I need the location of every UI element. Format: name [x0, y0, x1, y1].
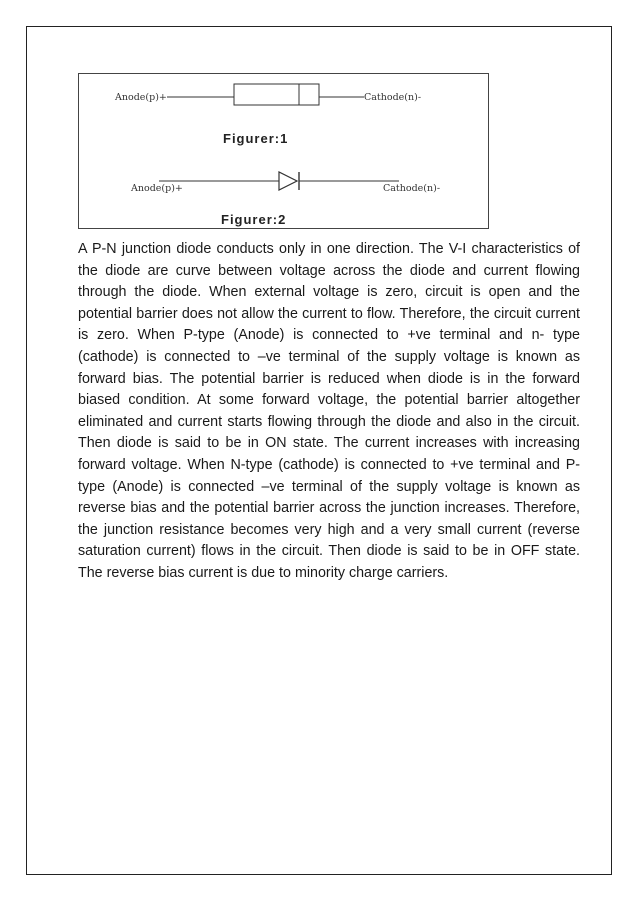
figure2-anode-label: Anode(p)+ — [131, 183, 183, 194]
diode-package-drawing — [79, 74, 490, 230]
figure2-cathode-label: Cathode(n)- — [383, 183, 441, 194]
figure-box — [78, 73, 489, 229]
diode-body — [234, 84, 319, 105]
diode-symbol-triangle — [279, 172, 297, 190]
body-paragraph: A P-N junction diode conducts only in one direction. The V-I characteristics of the diode are curve between voltage across the diode and current flowing through the diode. When external voltage is zero, circuit is open and the potential barrier does not allow the current to flow. Therefore, the circuit current is zero. When P-type (Anode) is connected to +ve terminal and n- type (cathode) is connected to –ve terminal of the supply voltage is known as forward bias. The potential barrier is reduced when diode is in the forward biased condition. At some forward voltage, the potential barrier altogether eliminated and current starts flowing through the diode and also in the circuit. Then diode is said to be in ON state. The current increases with increasing forward voltage. When N-type (cathode) is connected to +ve terminal and P-type (Anode) is connected –ve terminal of the supply voltage is known as reverse bias and the potential barrier across the junction increases. Therefore, the junction resistance becomes very high and a very small current (reverse saturation current) flows in the circuit. Then diode is said to be in OFF state. The reverse bias current is due to minority charge carriers. — [78, 241, 580, 581]
figure1-anode-label: Anode(p)+ — [115, 92, 167, 103]
figure1-caption: Figurer:1 — [223, 131, 289, 146]
figure1-cathode-label: Cathode(n)- — [364, 92, 422, 103]
figure2-caption: Figurer:2 — [221, 212, 287, 227]
